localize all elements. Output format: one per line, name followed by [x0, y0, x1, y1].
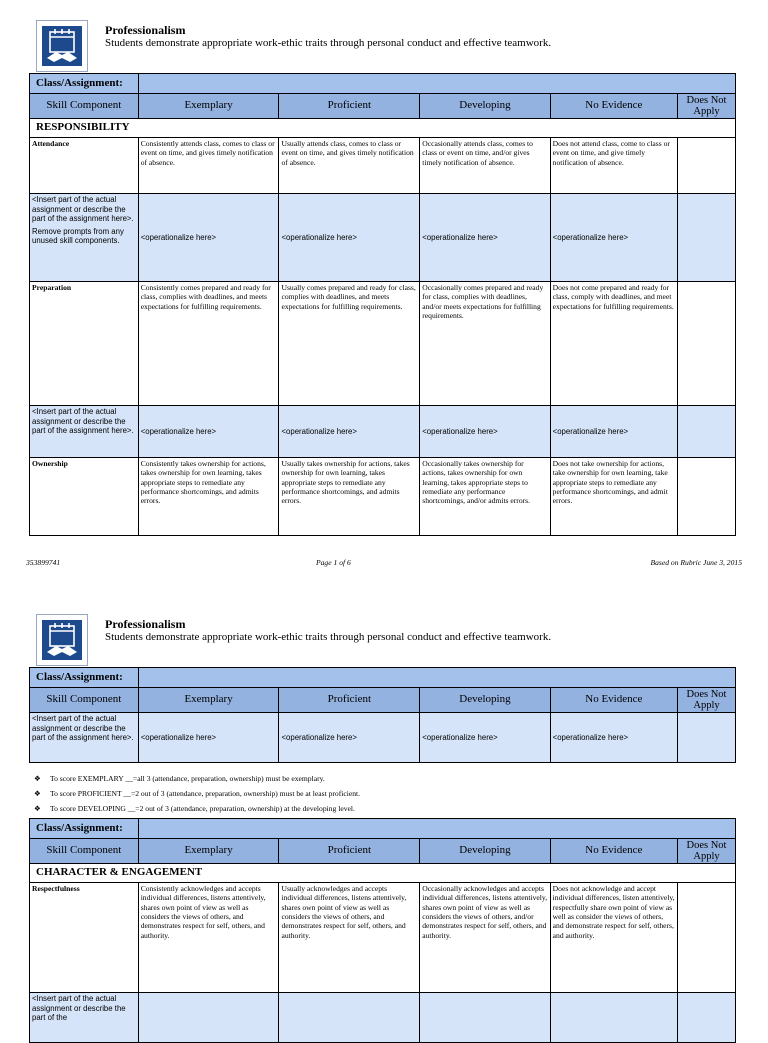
col-developing: Developing	[420, 839, 550, 864]
assignment-prompt[interactable]: <Insert part of the actual assignment or describe the part of the assignment here>.	[30, 406, 139, 458]
section-responsibility: RESPONSIBILITY	[30, 119, 736, 138]
class-assignment-label: Class/Assignment:	[30, 819, 139, 839]
cell-no-evidence: Does not acknowledge and accept individual differences, listen attentively, respectfully share own point of view as well as consider the views of others, and demonstrate respect for self, others, and authority.	[550, 883, 677, 993]
operationalize-cell[interactable]: <operationalize here>	[138, 406, 279, 458]
table-row	[30, 993, 736, 1043]
table-row	[30, 406, 736, 458]
skill-ownership: Ownership	[30, 458, 139, 536]
operationalize-cell[interactable]	[279, 993, 420, 1043]
skill-respectfulness: Respectfulness	[30, 883, 139, 993]
assignment-prompt[interactable]: <Insert part of the actual assignment or describe the part of the	[30, 993, 139, 1043]
operationalize-cell[interactable]: <operationalize here>	[420, 406, 550, 458]
document-title: Professionalism	[105, 617, 186, 631]
col-developing: Developing	[420, 688, 550, 713]
col-does-not-apply: Does Not Apply	[678, 839, 736, 864]
rubric-table-character	[29, 818, 736, 1043]
col-exemplary: Exemplary	[138, 94, 279, 119]
cell-does-not-apply[interactable]	[678, 458, 736, 536]
cell-exemplary: Consistently attends class, comes to class or event on time, and gives timely notification of absence.	[138, 138, 279, 194]
page-number: Page 1 of 6	[316, 558, 351, 567]
cell-developing: Occasionally comes prepared and ready for class, complies with deadlines, and/or meets expectations for fulfilling requirements.	[420, 282, 550, 406]
skill-preparation: Preparation	[30, 282, 139, 406]
page-header	[36, 20, 736, 74]
operationalize-cell[interactable]	[138, 993, 279, 1043]
col-proficient: Proficient	[279, 688, 420, 713]
cell-no-evidence: Does not attend class, come to class or event on time, and give timely notification of absence.	[550, 138, 677, 194]
operationalize-cell[interactable]: <operationalize here>	[420, 713, 550, 763]
cell-developing: Occasionally attends class, comes to class or event on time, and/or gives timely notification of absence.	[420, 138, 550, 194]
cell-proficient: Usually takes ownership for actions, takes ownership for own learning, takes appropriate steps to remediate any performance shortcomings, and admits errors.	[279, 458, 420, 536]
class-assignment-field[interactable]	[138, 819, 735, 839]
col-skill-component: Skill Component	[30, 94, 139, 119]
document-subtitle: Students demonstrate appropriate work-ethic traits through personal conduct and effective teamwork.	[105, 631, 552, 643]
cell-developing: Occasionally acknowledges and accepts individual differences, listens attentively, shares own point of view as well as considers the views of others, and/or demonstrates respect for self, others, and authority.	[420, 883, 550, 993]
section-character-engagement: CHARACTER & ENGAGEMENT	[30, 864, 736, 883]
col-developing: Developing	[420, 94, 550, 119]
cell-no-evidence: Does not take ownership for actions, take ownership for own learning, take appropriate steps to remediate any performance shortcomings, and admit errors.	[550, 458, 677, 536]
list-item: ❖ To score DEVELOPING __=2 out of 3 (attendance, preparation, ownership) at the developing level.	[34, 804, 355, 813]
operationalize-cell[interactable]	[420, 993, 550, 1043]
cell-does-not-apply[interactable]	[678, 713, 736, 763]
col-skill-component: Skill Component	[30, 688, 139, 713]
skill-attendance: Attendance	[30, 138, 139, 194]
col-no-evidence: No Evidence	[550, 94, 677, 119]
assignment-prompt[interactable]: <Insert part of the actual assignment or describe the part of the assignment here>.	[30, 713, 139, 763]
col-no-evidence: No Evidence	[550, 839, 677, 864]
cell-proficient: Usually comes prepared and ready for class, complies with deadlines, and meets expectations for fulfilling requirements.	[279, 282, 420, 406]
rubric-table	[29, 667, 736, 763]
operationalize-cell[interactable]: <operationalize here>	[550, 406, 677, 458]
cell-does-not-apply[interactable]	[678, 282, 736, 406]
cell-proficient: Usually attends class, comes to class or event on time, and gives timely notification of absence.	[279, 138, 420, 194]
operationalize-cell[interactable]: <operationalize here>	[550, 194, 677, 282]
col-proficient: Proficient	[279, 839, 420, 864]
table-row	[30, 194, 736, 282]
class-assignment-label: Class/Assignment:	[30, 74, 139, 94]
calendar-handshake-icon	[36, 20, 88, 72]
col-exemplary: Exemplary	[138, 839, 279, 864]
cell-does-not-apply[interactable]	[678, 406, 736, 458]
cell-exemplary: Consistently acknowledges and accepts individual differences, listens attentively, shares own point of view as well as considers the views of others, and demonstrates respect for self, others, and authority.	[138, 883, 279, 993]
class-assignment-field[interactable]	[138, 74, 735, 94]
operationalize-cell[interactable]: <operationalize here>	[279, 713, 420, 763]
operationalize-cell[interactable]	[550, 993, 677, 1043]
table-row	[30, 458, 736, 536]
calendar-handshake-icon	[36, 614, 88, 666]
page-2	[0, 594, 768, 1024]
rubric-date: Based on Rubric June 3, 2015	[650, 558, 742, 567]
list-item: ❖ To score EXEMPLARY __=all 3 (attendance, preparation, ownership) must be exemplary.	[34, 774, 325, 783]
operationalize-cell[interactable]: <operationalize here>	[279, 194, 420, 282]
operationalize-cell[interactable]: <operationalize here>	[138, 194, 279, 282]
cell-does-not-apply[interactable]	[678, 993, 736, 1043]
col-does-not-apply: Does Not Apply	[678, 688, 736, 713]
page-header	[36, 614, 736, 668]
cell-exemplary: Consistently takes ownership for actions, takes ownership for own learning, takes appropriate steps to remediate any performance shortcomings, and admits errors.	[138, 458, 279, 536]
table-row	[30, 713, 736, 763]
cell-developing: Occasionally takes ownership for actions, takes ownership for own learning, takes appropriate steps to remediate any performance shortcomings, and/or admits errors.	[420, 458, 550, 536]
document-subtitle: Students demonstrate appropriate work-ethic traits through personal conduct and effective teamwork.	[105, 37, 552, 49]
col-exemplary: Exemplary	[138, 688, 279, 713]
class-assignment-label: Class/Assignment:	[30, 668, 139, 688]
cell-does-not-apply[interactable]	[678, 194, 736, 282]
cell-does-not-apply[interactable]	[678, 138, 736, 194]
list-item: ❖ To score PROFICIENT __=2 out of 3 (attendance, preparation, ownership) must be at least proficient.	[34, 789, 361, 798]
table-row	[30, 282, 736, 406]
document-id: 353899741	[26, 558, 61, 567]
table-row	[30, 883, 736, 993]
rubric-table	[29, 73, 736, 536]
operationalize-cell[interactable]: <operationalize here>	[420, 194, 550, 282]
col-does-not-apply: Does Not Apply	[678, 94, 736, 119]
operationalize-cell[interactable]: <operationalize here>	[138, 713, 279, 763]
remove-prompt-note: Remove prompts from any unused skill components.	[32, 226, 124, 246]
col-no-evidence: No Evidence	[550, 688, 677, 713]
col-skill-component: Skill Component	[30, 839, 139, 864]
scoring-notes	[34, 771, 360, 816]
operationalize-cell[interactable]: <operationalize here>	[550, 713, 677, 763]
assignment-prompt[interactable]: <Insert part of the actual assignment or describe the part of the assignment here>. Remove prompts from any unused skill components.	[30, 194, 139, 282]
col-proficient: Proficient	[279, 94, 420, 119]
cell-proficient: Usually acknowledges and accepts individual differences, listens attentively, shares own point of view as well as considers the views of others, and demonstrates respect for self, others, and authority.	[279, 883, 420, 993]
table-row	[30, 138, 736, 194]
cell-no-evidence: Does not come prepared and ready for class, comply with deadlines, and meet expectations for fulfilling requirements.	[550, 282, 677, 406]
cell-does-not-apply[interactable]	[678, 883, 736, 993]
operationalize-cell[interactable]: <operationalize here>	[279, 406, 420, 458]
document-title: Professionalism	[105, 23, 186, 37]
class-assignment-field[interactable]	[138, 668, 735, 688]
cell-exemplary: Consistently comes prepared and ready for class, complies with deadlines, and meets expectations for fulfilling requirements.	[138, 282, 279, 406]
